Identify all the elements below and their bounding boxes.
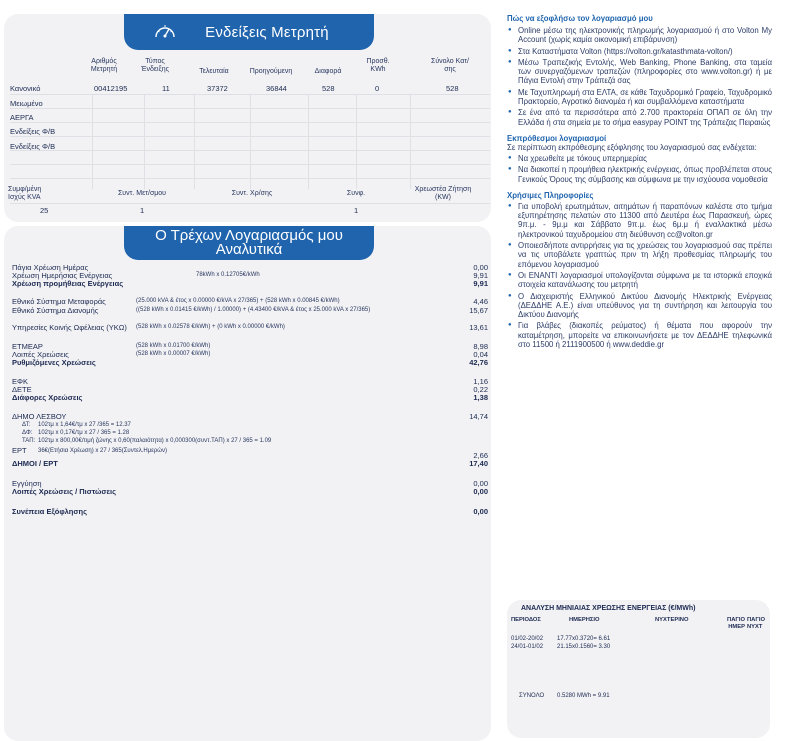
table-divider [410,94,411,189]
header-usage-factor: Συντ. Χρ/σης [231,190,273,197]
list-item: ● Οποιεσδήποτε αντιρρήσεις για τις χρεώσεις του λογαριασμού σας πρέπει να τις υποβάλετε γραπτώς πριν τη λήξη προθεσμίας πληρωμής του επόμενου λογαριασμού [507,241,772,269]
list-item: ● Με Ταχυπληρωμή στα ΕΛΤΑ, σε κάθε Ταχυδρομικό Γραφείο, Ταχυδρομικό Πρακτορείο, Αγροτικό διανομέα ή και συμβαλλόμενα καταστήματα [507,88,772,107]
charge-value: 15,67 [469,306,488,315]
charge-label: Εθνικό Σύστημα Μεταφοράς [12,297,106,306]
previous-reading-value: 36844 [266,84,287,93]
charge-value: 17,40 [469,459,488,468]
contracted-power-value: 25 [40,206,49,215]
charge-value: 0,22 [473,385,488,394]
total-value: 0.5280 MWh = 9.91 [557,693,610,699]
charge-label: Εθνικό Σύστημα Διανομής [12,306,99,315]
row-label-reactive: ΑΕΡΓΑ [10,113,34,122]
header-contracted-power: Συμφ/μένη Ισχύς KVA [8,186,42,201]
charge-label: ΔΕΤΕ [12,385,32,394]
list-item: ● Να χρεωθείτε με τόκους υπερημερίας [507,154,772,163]
monthly-analysis-panel [507,600,770,738]
meter-readings-title: Ενδείξεις Μετρητή [205,23,329,41]
meter-number-value: 00412195 [94,84,128,93]
charge-detail: (528 kWh x 0.02578 €/kWh) + (0 kWh x 0.00000 €/kWh) [136,324,285,330]
header-fixed-day: ΠΑΓΙΟ ΗΜΕΡ [727,617,745,630]
meter-readings-panel [4,14,491,222]
charge-value: 0,00 [473,507,488,516]
header-metering-factor: Συντ. Μετ/σμου [117,190,167,197]
power-factor-value: 1 [354,206,359,215]
difference-value: 528 [322,84,335,93]
header-fixed-night: ΠΑΓΙΟ ΝΥΧΤ [747,617,765,630]
header-meter-number: Αριθμός Μετρητή [90,58,118,73]
charge-label: ΕΡΤ [12,446,27,455]
list-item: ● Online μέσω της ηλεκτρονικής πληρωμής λογαριασμού ή στο Volton My Account (χωρίς καμία οικονομική επιβάρυνση) [507,26,772,45]
charge-label: ΕΤΜΕΑΡ [12,342,43,351]
current-account-banner [124,226,374,260]
charge-value: 0,00 [473,487,488,496]
charge-label: Εγγύηση [12,479,42,488]
charge-value: 1,16 [473,377,488,386]
list-item: ● Για υποβολή ερωτημάτων, αιτημάτων ή παραπόνων καλέστε στο τμήμα εξυπηρέτησης πελατών στο 11300 από Δευτέρα έως Παρασκευή, ώρες 9π.μ. - 9μ.μ και Σάββατο 9π.μ. έως 6μ.μ ή εναλλακτικά μέσω ηλεκτρονικού ταχυδρομείου στη διεύθυνση cc@volton.gr [507,202,772,239]
header-difference: Διαφορά [314,68,342,75]
info-column [507,14,772,351]
charge-detail: (528 kWh x 0.01700 €/kWh) [136,343,211,349]
info-list [507,202,772,349]
charge-label: Λοιπές Χρεώσεις / Πιστώσεις [12,487,117,496]
charge-value: 13,61 [469,323,488,332]
current-account-title: Ο Τρέχων Λογαριασμός μου [155,227,343,244]
municipal-sub-label: ΔΤ: [22,422,31,428]
charge-value: 0,00 [473,479,488,488]
metering-factor-value: 1 [140,206,145,215]
charge-label: Χρέωση Ημερήσιας Ενέργειας [12,271,113,280]
header-power-factor: Συνφ. [346,190,366,197]
table-divider [356,94,357,189]
charge-label: Λοιπές Χρεώσεις [12,350,69,359]
header-total-consumption: Σύνολο Κατ/σης [431,58,469,73]
row-label-pv-2: Ενδείξεις Φ/Β [10,142,56,151]
municipal-sub-detail: 102τμ x 800,00€/τιμή ζώνης x 0,60(παλαιότητα) x 0,000300(συντ.ΤΑΠ) x 27 / 365 = 1.09 [38,438,272,444]
total-label: ΣΥΝΟΛΟ [519,693,545,699]
reading-type-value: 11 [162,84,170,93]
gauge-icon [154,22,176,40]
total-consumption-value: 528 [446,84,459,93]
charge-detail: 36€(Ετήσια Χρέωση) x 27 / 365(Συντελ.Ημερών) [38,448,167,454]
current-account-panel [4,226,491,741]
day-charge-value: 17.77x0.3720= 6.61 [557,636,611,642]
list-item: ● Για βλάβες (διακοπές ρεύματος) ή θέματα που αφορούν την καταμέτρηση, μπορείτε να επικοινωνήσετε με τον ΔΕΔΔΗΕ τηλεφωνικά στο 11500 ή 2111900500 ή www.deddie.gr [507,321,772,349]
header-additional-kwh: Προσθ. KWh [366,58,390,73]
municipal-sub-detail: 102τμ x 0,17€/τμ x 27 / 365 = 1.28 [38,430,130,436]
charge-detail: (528 kWh x 0.00007 €/kWh) [136,351,211,357]
charge-value: 42,76 [469,358,488,367]
header-reading-type: Τύπος Ένδειξης [141,58,169,73]
list-item: ● Στα Καταστήματα Volton (https://volton.gr/katasthmata-volton/) [507,47,772,56]
municipal-sub-detail: 102τμ x 1,64€/τμ x 27 /365 = 12.37 [38,422,131,428]
charge-value: 0,04 [473,350,488,359]
charge-value: 9,91 [473,271,488,280]
list-item: ● Μέσω Τραπεζικής Εντολής, Web Banking, Phone Banking, στα ταμεία των συνεργαζόμενων τραπεζών (πληροφορίες στο www.volton.gr) ή με Πάγια Εντολή στην Τράπεζά σας [507,58,772,86]
charge-value: 0,00 [473,263,488,272]
charge-value: 9,91 [473,279,488,288]
additional-kwh-value: 0 [375,84,380,93]
list-item: ● Σε ένα από τα περισσότερα από 2.700 πρακτορεία ΟΠΑΠ σε όλη την Ελλάδα ή στα σημεία με το σήμα easypay POINT της Τράπεζας Πειραιώς [507,108,772,127]
info-section-title: Χρήσιμες Πληροφορίες [507,190,594,200]
charge-value: 2,66 [473,451,488,460]
overdue-list [507,154,772,184]
charge-label: Ρυθμιζόμενες Χρεώσεις [12,358,96,367]
row-label-pv-1: Ενδείξεις Φ/Β [10,127,56,136]
header-billable-demand: Χρεωστέα Ζήτηση (KW) [414,186,472,201]
table-divider [144,94,145,189]
municipal-sub-label: ΔΦ: [22,430,33,436]
charge-label: Υπηρεσίες Κοινής Ωφέλειας (ΥΚΩ) [12,323,127,332]
row-label-reduced: Μειωμένο [10,99,43,108]
list-item: ● Να διακοπεί η προμήθεια ηλεκτρικής ενέργειας, όπως προβλέπεται στους Γενικούς Όρους της σύμβασης και σύμφωνα με την ισχύουσα νομοθεσία [507,165,772,184]
charge-label: ΔΗΜΟ ΛΕΣΒΟΥ [12,412,67,421]
overdue-intro: Σε περίπτωση εκπρόθεσμης εξόφλησης του λογαριασμού σας ενδέχεται: [507,142,757,152]
header-period: ΠΕΡΙΟΔΟΣ [511,617,541,623]
meter-readings-banner [124,14,374,50]
row-label-normal: Κανονικό [10,84,41,93]
charge-detail: 78kWh x 0.12705€/kWh [196,272,260,278]
monthly-analysis-title: ΑΝΑΛΥΣΗ ΜΗΝΙΑΙΑΣ ΧΡΕΩΣΗΣ ΕΝΕΡΓΕΙΑΣ (€/MWh) [521,605,696,612]
charge-value: 1,38 [473,393,488,402]
municipal-sub-label: ΤΑΠ: [22,438,36,444]
overdue-section-title: Εκπρόθεσμοι λογαριασμοί [507,133,607,143]
charge-label: Διάφορες Χρεώσεις [12,393,83,402]
charge-value: 8,98 [473,342,488,351]
table-divider [194,94,195,189]
header-night: ΝΥΧΤΕΡΙΝΟ [655,617,689,623]
charge-label: ΔΗΜΟΙ / ΕΡΤ [12,459,58,468]
charge-label: Χρέωση προμήθειας Ενέργειας [12,279,124,288]
last-reading-value: 37372 [207,84,228,93]
table-divider [10,203,490,204]
list-item: ● Ο Διαχειριστής Ελληνικού Δικτύου Διανομής Ηλεκτρικής Ενέργειας (ΔΕΔΔΗΕ Α.Ε.) είναι υπεύθυνος για τη συντήρηση και λειτουργία του Δικτύου Διανομής [507,292,772,320]
charge-label: ΕΦΚ [12,377,28,386]
header-previous: Προηγούμενη [249,68,293,75]
header-day: ΗΜΕΡΗΣΙΟ [569,617,600,623]
payment-methods-list [507,26,772,127]
table-divider [250,94,251,189]
table-divider [308,94,309,189]
charge-detail: (25.000 kVA & έτος x 0.00000 €/kVA x 27/365) + (528 kWh x 0.00845 €/kWh) [136,298,340,304]
period-value: 24/01-01/02 [511,644,544,650]
list-item: ● Οι ΕΝΑΝΤΙ λογαριασμοί υπολογίζονται σύμφωνα με τα ιστορικά εποχικά στοιχεία κατανάλωσης του μετρητή [507,271,772,290]
header-last: Τελευταία [199,68,229,75]
charge-detail: ((528 kWh x 0.01415 €/kWh) / 1.00000) + (4.43400 €/kVA & έτος x 25.000 kVA x 27/365) [136,307,371,313]
table-divider [92,94,93,189]
payment-section-title: Πώς να εξοφλήσω τον λογαριασμό μου [507,14,653,23]
charge-label: Συνέπεια Εξόφλησης [12,507,87,516]
charge-label: Πάγια Χρέωση Ημέρας [12,263,89,272]
day-charge-value: 21.15x0.1560= 3.30 [557,644,611,650]
current-account-subtitle: Αναλυτικά [215,241,283,258]
charge-value: 14,74 [469,412,488,421]
period-value: 01/02-20/02 [511,636,544,642]
charge-value: 4,46 [473,297,488,306]
